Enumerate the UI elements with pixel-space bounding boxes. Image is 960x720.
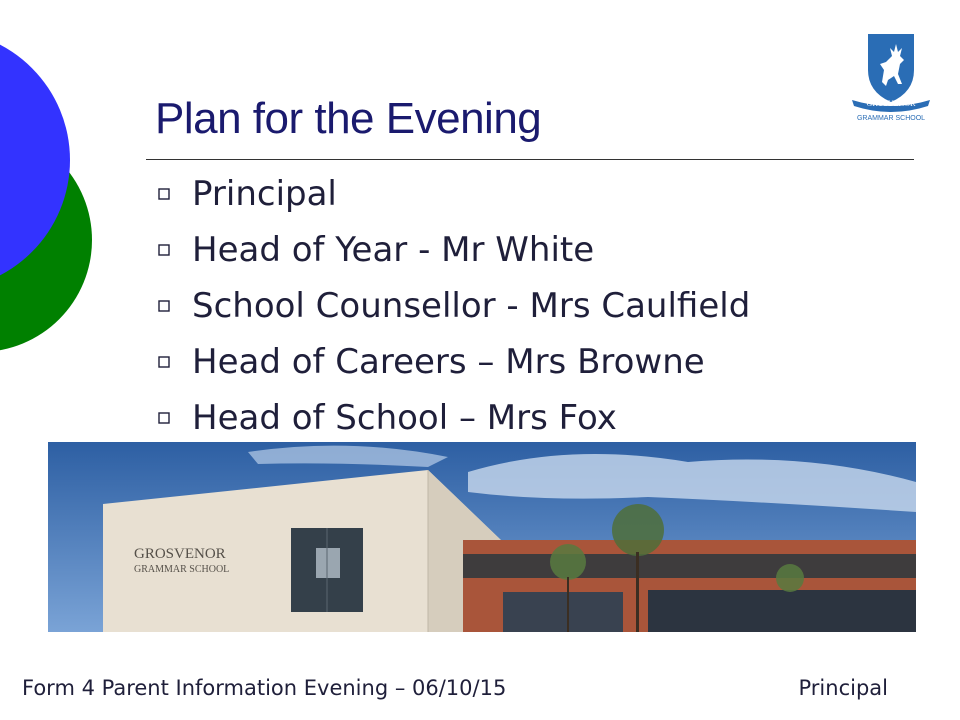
- glazing: [648, 590, 916, 632]
- logo-name-line2: GRAMMAR SCHOOL: [856, 115, 926, 122]
- slide-title: Plan for the Evening: [155, 94, 542, 143]
- bullet-text: Head of Careers – Mrs Browne: [192, 342, 705, 382]
- title-divider: [146, 159, 914, 160]
- footer-presenter: Principal: [798, 676, 888, 700]
- bullet-item: [158, 334, 750, 390]
- building-sign-line1: GROSVENOR: [134, 546, 226, 562]
- bullet-item: [158, 278, 750, 334]
- logo-name-line1: GROSVENOR: [866, 99, 916, 108]
- bullet-square-icon: [158, 188, 170, 200]
- window-crest: [316, 548, 340, 578]
- school-building-photo: [48, 442, 916, 632]
- bullet-text: Head of School – Mrs Fox: [192, 398, 617, 438]
- bullet-square-icon: [158, 244, 170, 256]
- school-crest-logo: [848, 30, 934, 124]
- bullet-square-icon: [158, 300, 170, 312]
- bullet-item: [158, 390, 750, 446]
- tree: [550, 544, 586, 580]
- bullet-item: [158, 166, 750, 222]
- bullet-text: School Counsellor - Mrs Caulfield: [192, 286, 751, 326]
- tree-trunk: [636, 552, 639, 632]
- tree: [612, 504, 664, 556]
- tree: [776, 564, 804, 592]
- bullet-item: [158, 222, 750, 278]
- slide-footer: [22, 676, 888, 700]
- decorative-circles: [0, 0, 130, 400]
- building-sign-line2: GRAMMAR SCHOOL: [134, 564, 230, 575]
- glazing: [503, 592, 623, 632]
- dark-canopy: [463, 554, 916, 578]
- bullet-square-icon: [158, 356, 170, 368]
- bullet-text: Principal: [192, 174, 337, 214]
- tree-trunk: [567, 577, 569, 632]
- bullet-square-icon: [158, 412, 170, 424]
- bullet-list: [158, 166, 750, 446]
- footer-event-title: Form 4 Parent Information Evening – 06/10/15: [22, 676, 507, 700]
- bullet-text: Head of Year - Mr White: [192, 230, 595, 270]
